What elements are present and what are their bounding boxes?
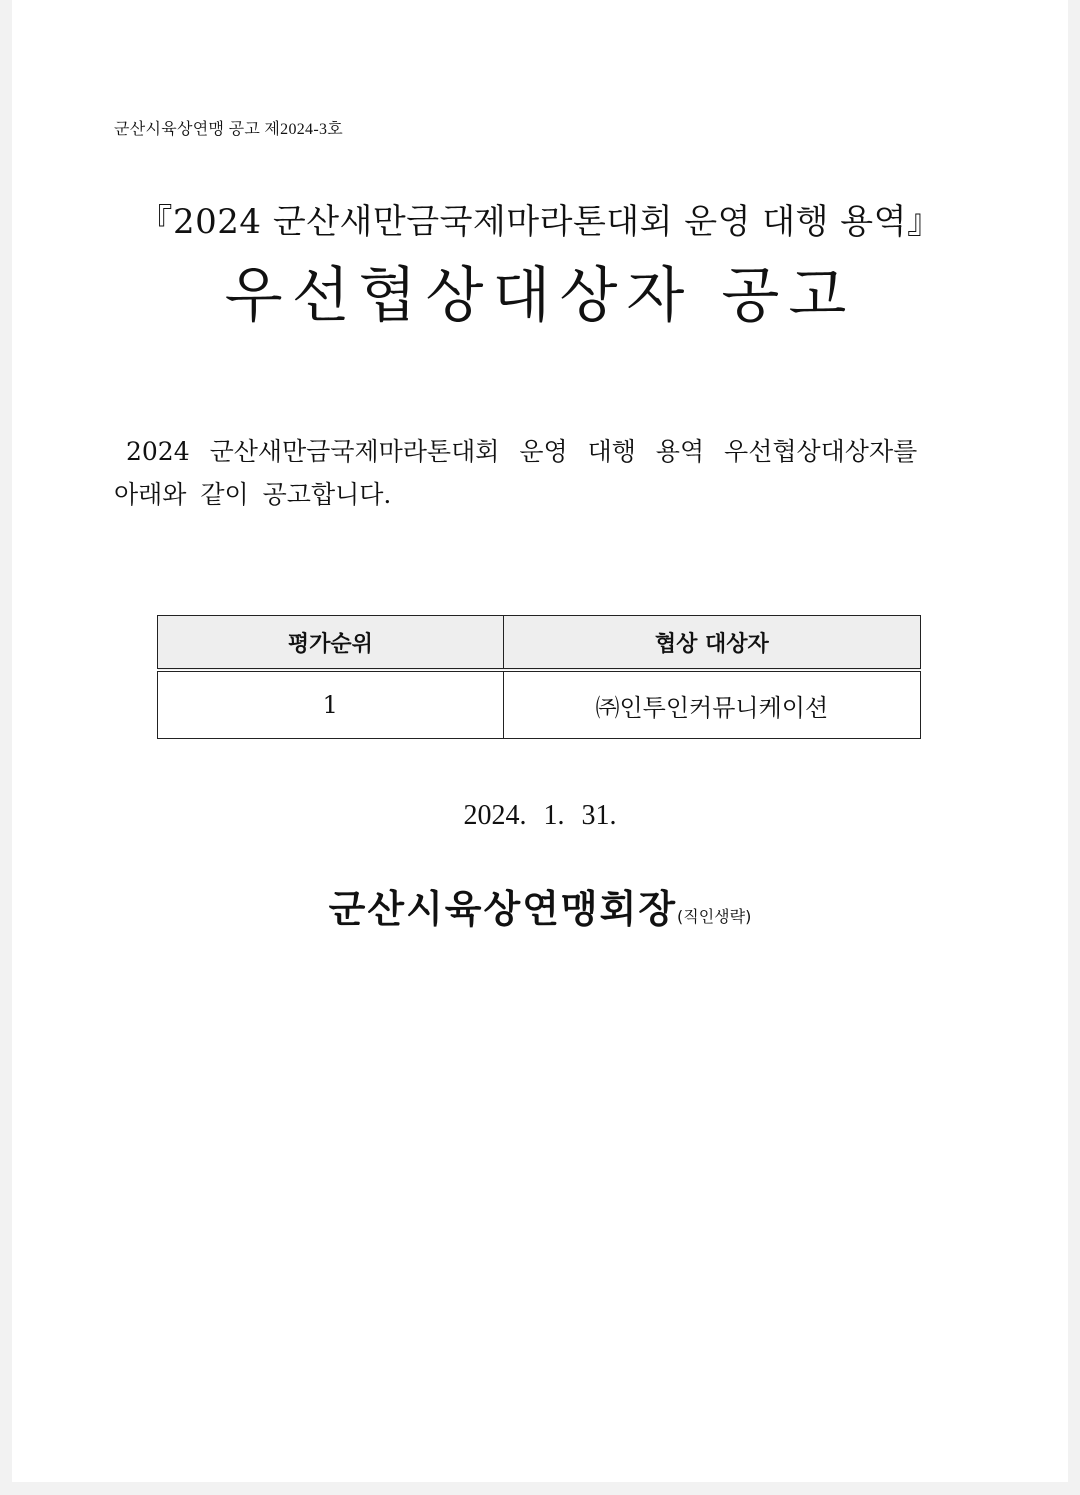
header-rank: 평가순위 xyxy=(158,616,504,671)
notice-body xyxy=(114,430,974,516)
negotiation-target-cell: ㈜인투인커뮤니케이션 xyxy=(503,670,920,739)
notice-number: 군산시육상연맹 공고 제2024-3호 xyxy=(114,121,344,138)
table-header-row xyxy=(158,616,921,671)
table-row xyxy=(158,670,921,739)
header-negotiation-target: 협상 대상자 xyxy=(503,616,920,671)
document-page xyxy=(12,0,1068,1482)
seal-omitted-note: (직인생략) xyxy=(677,907,752,926)
issuer-name: 군산시육상연맹회장 xyxy=(328,887,678,931)
negotiation-target-table xyxy=(157,615,921,739)
document-subtitle: 『2024 군산새만금국제마라톤대회 운영 대행 용역』 xyxy=(138,202,942,242)
notice-body-line-1: 2024 군산새만금국제마라톤대회 운영 대행 용역 우선협상대상자를 xyxy=(126,437,918,466)
notice-body-line-2: 아래와 같이 공고합니다. xyxy=(114,480,392,509)
document-title: 우선협상대상자 공고 xyxy=(224,261,856,331)
rank-cell: 1 xyxy=(158,670,504,739)
notice-date: 2024. 1. 31. xyxy=(463,800,617,831)
signature-block xyxy=(12,878,1068,933)
